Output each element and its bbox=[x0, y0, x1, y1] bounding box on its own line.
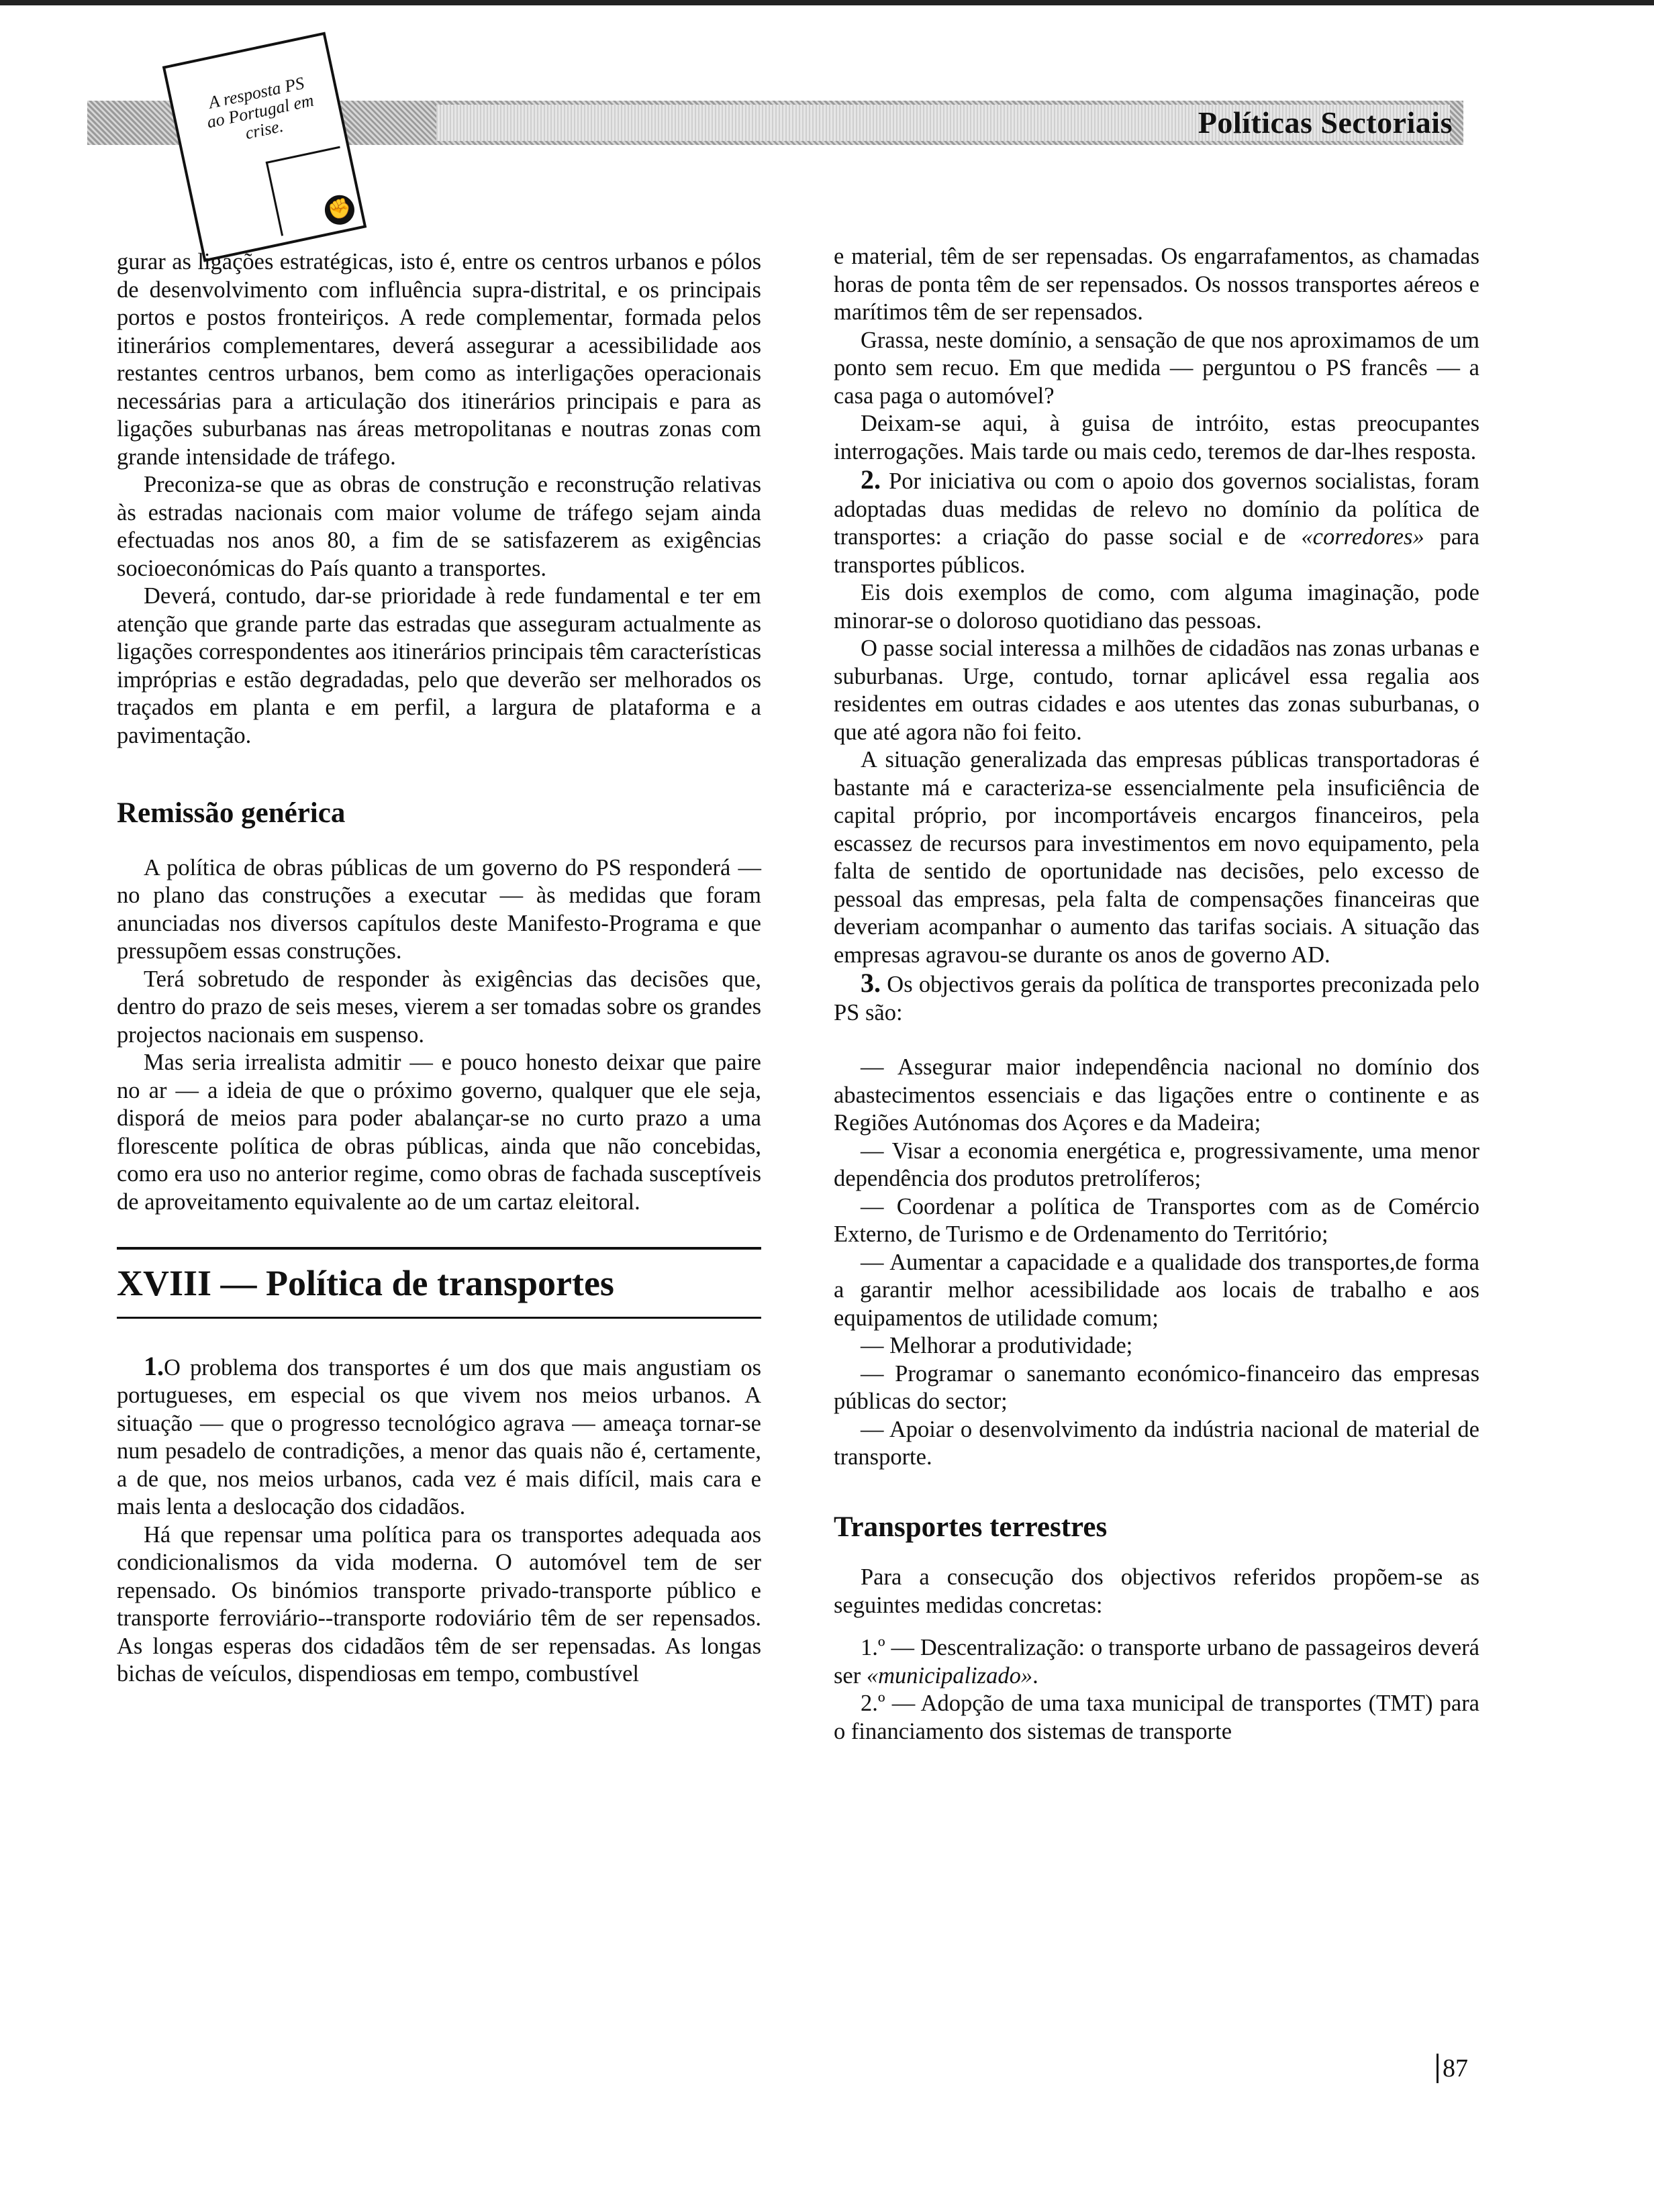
paragraph: Eis dois exemplos de como, com alguma imaginação, pode minorar-se o doloroso quotidiano das pessoas. bbox=[834, 580, 1479, 634]
paragraph: Deverá, contudo, dar-se prioridade à rede fundamental e ter em atenção que grande parte das estradas que asseguram actualmente as ligações correspondentes aos itinerários principais têm características impróprias e estão degradadas, pelo que deverão ser melhorados os traçados em planta e em perfil, a largura de plataforma e a pavimentação. bbox=[117, 583, 761, 748]
list-item: — Coordenar a política de Transportes com as de Comércio Externo, de Turismo e de Ordenamento do Território; bbox=[834, 1193, 1479, 1247]
chapter-rule-top bbox=[117, 1247, 761, 1250]
chapter-title: XVIII — Política de transportes bbox=[117, 1263, 614, 1303]
paragraph-numbered bbox=[834, 466, 1479, 579]
paragraph: Preconiza-se que as obras de construção e reconstrução relativas às estradas nacionais com maior volume de tráfego sejam ainda efectuadas nos anos 80, a fim de se satisfazerem as exigências socioeconómicas do País quanto a transportes. bbox=[117, 472, 761, 581]
paragraph: Grassa, neste domínio, a sensação de que nos aproximamos de um ponto sem recuo. Em que medida — perguntou o PS francês — a casa paga o automóvel? bbox=[834, 327, 1479, 409]
paragraph: Terá sobretudo de responder às exigências das decisões que, dentro do prazo de seis meses, vierem a ser tomadas sobre os grandes projectos nacionais em suspenso. bbox=[117, 966, 761, 1048]
book-cover-illustration bbox=[162, 32, 367, 262]
right-column bbox=[834, 243, 1479, 1746]
paragraph-text: Os objectivos gerais da política de transportes preconizada pelo PS são: bbox=[834, 972, 1480, 1025]
list-item: — Apoiar o desenvolvimento da indústria nacional de material de transporte. bbox=[834, 1416, 1479, 1470]
list-item: — Melhorar a produtividade; bbox=[861, 1333, 1133, 1358]
paragraph: Mas seria irrealista admitir — e pouco honesto deixar que paire no ar — a ideia de que o próximo governo, qualquer que ele seja, disporá de meios para poder abalançar-se no curto prazo a uma florescente política de obras públicas, ainda que não concebidas, como era uso no anterior regime, como obras de fachada susceptíveis de aproveitamento equivalente ao de um cartaz eleitoral. bbox=[117, 1050, 761, 1215]
paragraph-numbered bbox=[834, 969, 1479, 1027]
rose-fist-logo-icon: ✊ bbox=[322, 193, 357, 228]
paragraph: gurar as ligações estratégicas, isto é, entre os centros urbanos e pólos de desenvolvimento com influência supra-distrital, e os principais portos e postos fronteiriços. A rede complementar, formada pelos itinerários complementares, deverá assegurar a acessibilidade aos restantes centros urbanos, bem como as interligações operacionais necessárias para a articulação dos itinerários principais e para as ligações suburbanas nas áreas metropolitanas e noutras zonas com grande intensidade de tráfego. bbox=[117, 249, 761, 470]
measure-text: 1.º — Descentralização: o transporte urbano de passageiros deverá ser bbox=[834, 1635, 1479, 1689]
paragraph-number: 2. bbox=[861, 464, 881, 495]
subheading-transportes-terrestres: Transportes terrestres bbox=[834, 1511, 1108, 1543]
subheading-remissao-generica: Remissão genérica bbox=[117, 797, 346, 829]
paragraph: Para a consecução dos objectivos referidos propõem-se as seguintes medidas concretas: bbox=[834, 1564, 1479, 1618]
page-number: 87 bbox=[1437, 2054, 1468, 2083]
paragraph-number: 3. bbox=[861, 968, 881, 998]
list-item: — Visar a economia energética e, progressivamente, uma menor dependência dos produtos pretrolíferos; bbox=[834, 1138, 1479, 1191]
paragraph: Há que repensar uma política para os transportes adequada aos condicionalismos da vida moderna. O automóvel tem de ser repensado. Os binómios transporte privado-transporte público e transporte ferroviário--transporte rodoviário têm de ser repensados. As longas esperas dos cidadãos têm de ser repensadas. As longas bichas de veículos, dispendiosas em tempo, combustível bbox=[117, 1521, 761, 1687]
paragraph: e material, têm de ser repensadas. Os engarrafamentos, as chamadas horas de ponta têm de ser repensados. Os nossos transportes aéreos e marítimos têm de ser repensados. bbox=[834, 244, 1479, 325]
paragraph-text: O problema dos transportes é um dos que mais angustiam os portugueses, em especial os que vivem nos meios urbanos. A situação — que o progresso tecnológico agrava — ameaça tornar-se num pesadelo de contradições, a menor das quais não é, certamente, a de que, nos meios urbanos, cada vez é mais difícil, mais cara e mais lenta a deslocação dos cidadãos. bbox=[117, 1354, 761, 1519]
paragraph: A política de obras públicas de um governo do PS responderá — no plano das construções a executar — às medidas que foram anunciadas nos diversos capítulos deste Manifesto-Programa e que pressupõem essas construções. bbox=[117, 854, 761, 964]
paragraph: O passe social interessa a milhões de cidadãos nas zonas urbanas e suburbanas. Urge, contudo, tornar aplicável essa regalia aos residentes em outras cidades e aos utentes das zonas suburbanas, o que até agora não foi feito. bbox=[834, 636, 1479, 745]
paragraph-text: Por iniciativa ou com o apoio dos governos socialistas, foram adoptadas duas medidas de relevo no domínio da política de transportes: a criação do passe social e de bbox=[834, 468, 1479, 550]
left-column bbox=[117, 248, 761, 1689]
paragraph-text: para transportes públicos. bbox=[834, 524, 1479, 578]
list-item: — Aumentar a capacidade e a qualidade dos transportes,de forma a garantir melhor acessibilidade aos locais de trabalho e aos equipamentos de utilidade comum; bbox=[834, 1249, 1479, 1331]
list-item: — Programar o sanemanto económico-financeiro das empresas públicas do sector; bbox=[834, 1360, 1479, 1414]
paragraph-number: 1. bbox=[144, 1350, 164, 1381]
section-title: Políticas Sectoriais bbox=[1198, 105, 1453, 140]
measure-item bbox=[834, 1634, 1479, 1690]
emphasis: «municipalizado» bbox=[866, 1662, 1033, 1689]
measure-text: . bbox=[1032, 1662, 1038, 1689]
paragraph-numbered bbox=[117, 1352, 761, 1521]
paragraph: Deixam-se aqui, à guisa de intróito, estas preocupantes interrogações. Mais tarde ou mais cedo, teremos de dar-lhes resposta. bbox=[834, 411, 1479, 464]
book-cover-text: A resposta PS ao Portugal em crise. bbox=[205, 73, 315, 144]
top-rule bbox=[0, 0, 1654, 5]
list-item: — Assegurar maior independência nacional no domínio dos abastecimentos essenciais e das ligações entre o continente e as Regiões Autónomas dos Açores e da Madeira; bbox=[834, 1054, 1479, 1136]
paragraph: A situação generalizada das empresas públicas transportadoras é bastante má e caracteriza-se essencialmente pela insuficiência de capital próprio, por incomportáveis encargos financeiros, pela escassez de recursos para investimentos em novo equipamento, pela falta de sentido de oportunidade nas decisões, pelo excesso de pessoal das empresas, pela falta de compensações financeiras que deveriam acompanhar o aumento das tarifas sociais. A situação das empresas agravou-se durante os anos de governo AD. bbox=[834, 747, 1479, 968]
measure-item: 2.º — Adopção de uma taxa municipal de transportes (TMT) para o financiamento dos sistemas de transporte bbox=[834, 1691, 1479, 1744]
emphasis: «corredores» bbox=[1301, 524, 1424, 550]
